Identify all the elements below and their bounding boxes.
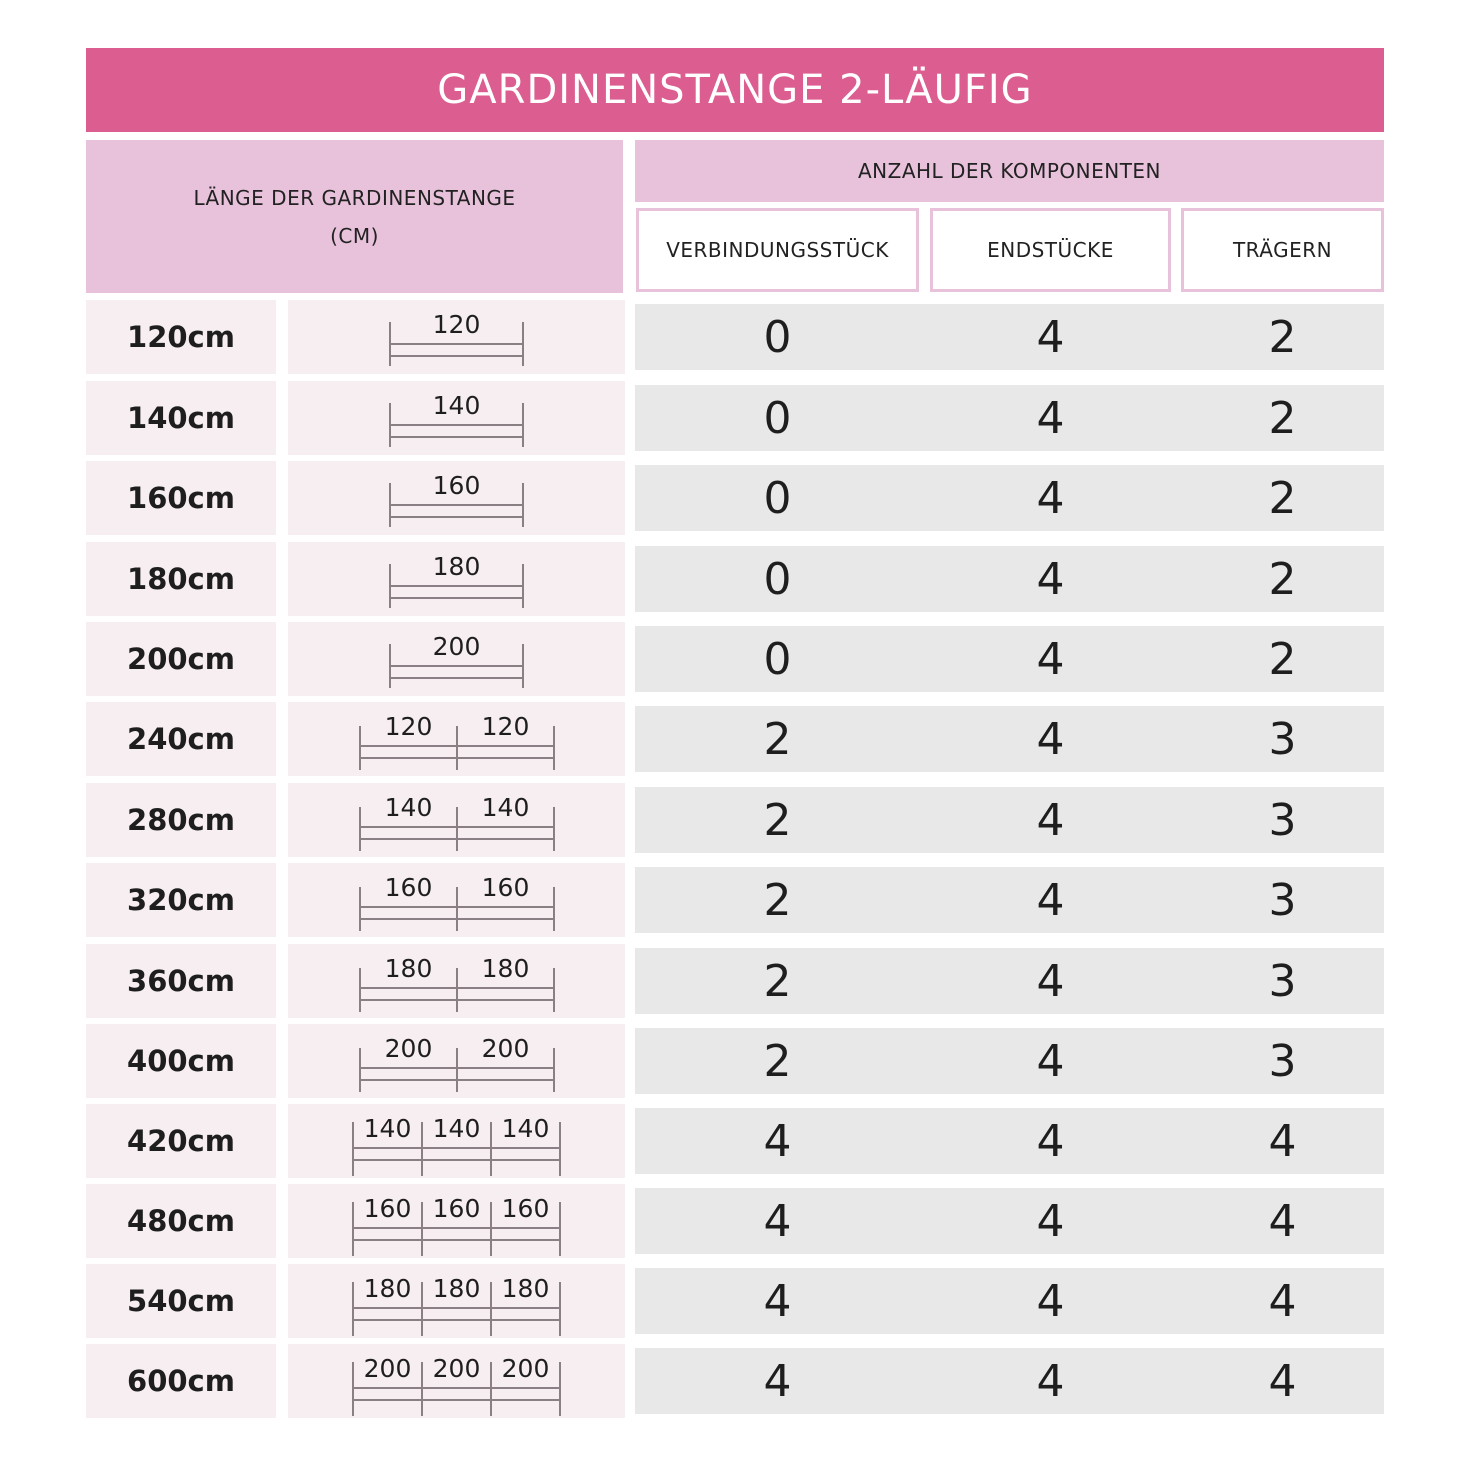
value-verbindungsstueck: 0	[763, 633, 792, 685]
value-verbindungsstueck: 4	[763, 1355, 792, 1407]
row-length-label	[86, 1024, 276, 1098]
row-values	[635, 626, 1384, 692]
rod-diagram	[288, 702, 625, 776]
value-traegern: 2	[1268, 633, 1297, 685]
value-traegern: 3	[1268, 874, 1297, 926]
value-traegern: 4	[1268, 1115, 1297, 1167]
value-traegern: 2	[1268, 472, 1297, 524]
rod-diagram-graphic	[288, 381, 625, 455]
rod-segment-length: 140	[384, 793, 433, 822]
rod-segment-length: 140	[432, 1114, 481, 1143]
row-length-label	[86, 1344, 276, 1418]
value-endstuecke: 4	[1036, 392, 1065, 444]
row-length-text: 600cm	[127, 1364, 235, 1398]
value-endstuecke: 4	[1036, 553, 1065, 605]
rod-diagram-graphic	[288, 1104, 625, 1178]
value-verbindungsstueck: 2	[763, 874, 792, 926]
rod-segment-length: 180	[432, 1274, 481, 1303]
value-traegern: 4	[1268, 1195, 1297, 1247]
rod-diagram-graphic	[288, 300, 625, 374]
value-endstuecke: 4	[1036, 472, 1065, 524]
value-traegern: 3	[1268, 794, 1297, 846]
rod-diagram	[288, 1264, 625, 1338]
rod-segment-length: 200	[384, 1034, 433, 1063]
value-traegern: 3	[1268, 713, 1297, 765]
rod-diagram	[288, 1104, 625, 1178]
row-values	[635, 465, 1384, 531]
value-endstuecke: 4	[1036, 794, 1065, 846]
rod-segment-length: 180	[432, 552, 481, 581]
value-traegern: 2	[1268, 392, 1297, 444]
rod-segment-length: 120	[432, 310, 481, 339]
table-title-text: GARDINENSTANGE 2-LÄUFIG	[437, 67, 1033, 113]
row-values	[635, 1268, 1384, 1334]
row-values	[635, 304, 1384, 370]
row-length-text: 180cm	[127, 562, 235, 596]
row-length-label	[86, 702, 276, 776]
rod-diagram-graphic	[288, 1344, 625, 1418]
rod-segment-length: 200	[432, 632, 481, 661]
value-verbindungsstueck: 4	[763, 1115, 792, 1167]
row-length-label	[86, 783, 276, 857]
rod-segment-length: 160	[363, 1194, 412, 1223]
value-endstuecke: 4	[1036, 633, 1065, 685]
row-length-label	[86, 1184, 276, 1258]
row-length-label	[86, 381, 276, 455]
value-verbindungsstueck: 2	[763, 794, 792, 846]
value-verbindungsstueck: 0	[763, 553, 792, 605]
rod-diagram-graphic	[288, 1184, 625, 1258]
row-length-text: 320cm	[127, 883, 235, 917]
value-endstuecke: 4	[1036, 874, 1065, 926]
column-header-endstuecke-label: ENDSTÜCKE	[987, 238, 1114, 262]
rod-segment-length: 160	[432, 1194, 481, 1223]
length-header-line2: (CM)	[330, 223, 379, 248]
value-traegern: 4	[1268, 1275, 1297, 1327]
row-length-text: 240cm	[127, 722, 235, 756]
row-values	[635, 546, 1384, 612]
row-length-label	[86, 1104, 276, 1178]
rod-segment-length: 200	[501, 1354, 550, 1383]
rod-diagram	[288, 1024, 625, 1098]
rod-diagram	[288, 944, 625, 1018]
rod-diagram-graphic	[288, 702, 625, 776]
rod-diagram-graphic	[288, 542, 625, 616]
row-length-text: 480cm	[127, 1204, 235, 1238]
table-title	[86, 48, 1384, 132]
components-header	[635, 140, 1384, 202]
row-length-label	[86, 863, 276, 937]
rod-diagram	[288, 542, 625, 616]
row-length-text: 400cm	[127, 1044, 235, 1078]
rod-segment-length: 120	[481, 712, 530, 741]
rod-diagram-graphic	[288, 1264, 625, 1338]
rod-segment-length: 180	[501, 1274, 550, 1303]
row-length-label	[86, 542, 276, 616]
rod-diagram	[288, 1184, 625, 1258]
rod-diagram	[288, 863, 625, 937]
rod-segment-length: 160	[384, 873, 433, 902]
rod-segment-length: 160	[481, 873, 530, 902]
row-values	[635, 1028, 1384, 1094]
value-endstuecke: 4	[1036, 955, 1065, 1007]
column-header-traegern	[1181, 208, 1384, 292]
row-values	[635, 385, 1384, 451]
rod-segment-length: 140	[501, 1114, 550, 1143]
length-header-line1: LÄNGE DER GARDINENSTANGE	[193, 185, 516, 210]
row-length-label	[86, 1264, 276, 1338]
rod-diagram	[288, 1344, 625, 1418]
column-header-traegern-label: TRÄGERN	[1232, 238, 1333, 262]
row-values	[635, 948, 1384, 1014]
rod-diagram	[288, 783, 625, 857]
row-length-text: 200cm	[127, 642, 235, 676]
value-endstuecke: 4	[1036, 1115, 1065, 1167]
row-length-text: 420cm	[127, 1124, 235, 1158]
row-length-label	[86, 944, 276, 1018]
row-length-label	[86, 622, 276, 696]
rod-diagram	[288, 300, 625, 374]
value-traegern: 4	[1268, 1355, 1297, 1407]
rod-segment-length: 200	[481, 1034, 530, 1063]
length-column-header	[86, 140, 623, 293]
rod-diagram	[288, 461, 625, 535]
rod-segment-length: 160	[432, 471, 481, 500]
row-length-text: 540cm	[127, 1284, 235, 1318]
rod-diagram	[288, 381, 625, 455]
column-header-endstuecke	[930, 208, 1171, 292]
row-values	[635, 706, 1384, 772]
rod-diagram-graphic	[288, 1024, 625, 1098]
value-verbindungsstueck: 0	[763, 311, 792, 363]
value-traegern: 3	[1268, 1035, 1297, 1087]
value-verbindungsstueck: 4	[763, 1275, 792, 1327]
row-length-text: 360cm	[127, 964, 235, 998]
row-values	[635, 787, 1384, 853]
column-header-verbindungsstueck-label: VERBINDUNGSSTÜCK	[666, 238, 889, 262]
row-length-text: 160cm	[127, 481, 235, 515]
rod-diagram	[288, 622, 625, 696]
value-traegern: 2	[1268, 311, 1297, 363]
rod-segment-length: 120	[384, 712, 433, 741]
value-verbindungsstueck: 2	[763, 1035, 792, 1087]
row-length-label	[86, 461, 276, 535]
value-verbindungsstueck: 0	[763, 472, 792, 524]
rod-segment-length: 140	[481, 793, 530, 822]
column-header-verbindungsstueck	[636, 208, 919, 292]
rod-segment-length: 180	[363, 1274, 412, 1303]
value-verbindungsstueck: 2	[763, 955, 792, 1007]
row-values	[635, 1188, 1384, 1254]
value-verbindungsstueck: 2	[763, 713, 792, 765]
value-endstuecke: 4	[1036, 1035, 1065, 1087]
row-length-label	[86, 300, 276, 374]
value-endstuecke: 4	[1036, 1275, 1065, 1327]
value-traegern: 3	[1268, 955, 1297, 1007]
rod-diagram-graphic	[288, 622, 625, 696]
rod-segment-length: 200	[432, 1354, 481, 1383]
value-endstuecke: 4	[1036, 713, 1065, 765]
rod-segment-length: 180	[481, 954, 530, 983]
value-traegern: 2	[1268, 553, 1297, 605]
row-length-text: 120cm	[127, 320, 235, 354]
rod-diagram-graphic	[288, 783, 625, 857]
row-length-text: 280cm	[127, 803, 235, 837]
value-endstuecke: 4	[1036, 1195, 1065, 1247]
components-header-text: ANZAHL DER KOMPONENTEN	[857, 159, 1162, 183]
rod-segment-length: 140	[363, 1114, 412, 1143]
rod-diagram-graphic	[288, 461, 625, 535]
row-values	[635, 1108, 1384, 1174]
value-endstuecke: 4	[1036, 1355, 1065, 1407]
value-verbindungsstueck: 4	[763, 1195, 792, 1247]
row-values	[635, 867, 1384, 933]
rod-segment-length: 160	[501, 1194, 550, 1223]
row-length-text: 140cm	[127, 401, 235, 435]
row-values	[635, 1348, 1384, 1414]
rod-segment-length: 200	[363, 1354, 412, 1383]
value-endstuecke: 4	[1036, 311, 1065, 363]
rod-diagram-graphic	[288, 863, 625, 937]
value-verbindungsstueck: 0	[763, 392, 792, 444]
rod-segment-length: 180	[384, 954, 433, 983]
rod-diagram-graphic	[288, 944, 625, 1018]
rod-segment-length: 140	[432, 391, 481, 420]
